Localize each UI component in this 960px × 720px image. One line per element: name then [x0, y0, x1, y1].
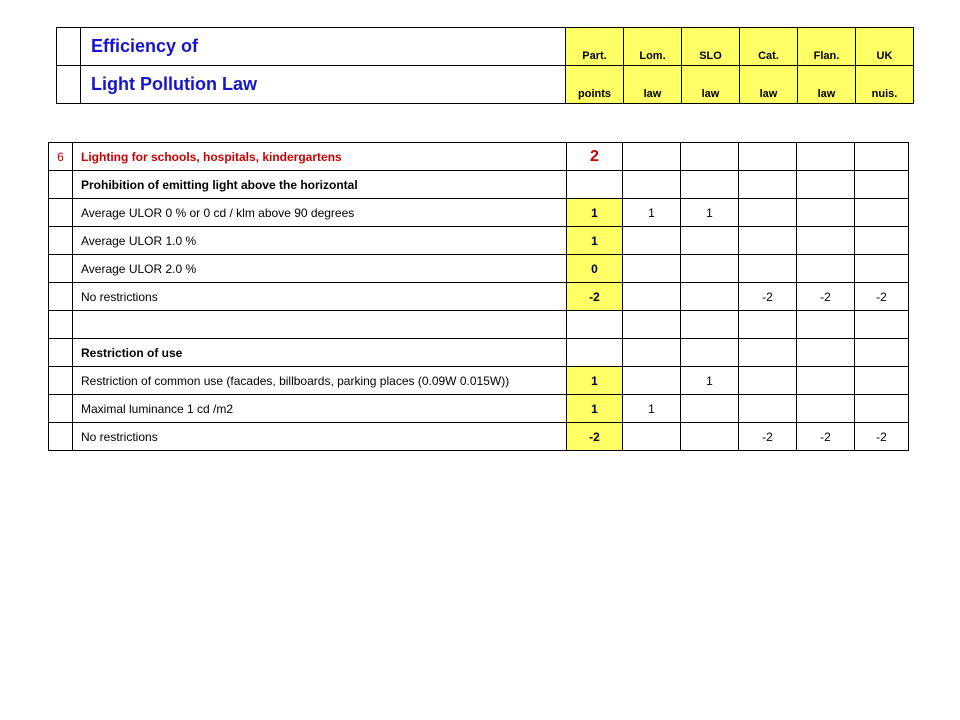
row-description: Lighting for schools, hospitals, kindergartens — [73, 143, 567, 171]
value-cell — [855, 227, 909, 255]
value-cell — [623, 143, 681, 171]
row-number — [49, 283, 73, 311]
table-row — [49, 367, 909, 395]
value-cell — [739, 255, 797, 283]
value-cell: -2 — [797, 423, 855, 451]
value-cell — [623, 227, 681, 255]
value-cell — [681, 255, 739, 283]
value-cell — [797, 395, 855, 423]
table-row — [49, 171, 909, 199]
table-row — [49, 283, 909, 311]
table-row — [49, 311, 909, 339]
value-cell — [681, 311, 739, 339]
table-row — [49, 339, 909, 367]
value-cell — [739, 367, 797, 395]
column-subheader: law — [798, 66, 856, 104]
value-cell — [797, 171, 855, 199]
table-row — [49, 423, 909, 451]
value-cell — [739, 143, 797, 171]
value-cell — [797, 199, 855, 227]
value-cell — [623, 423, 681, 451]
points-cell: -2 — [567, 423, 623, 451]
row-description — [73, 311, 567, 339]
value-cell — [681, 171, 739, 199]
value-cell — [855, 255, 909, 283]
value-cell — [797, 255, 855, 283]
points-cell — [567, 171, 623, 199]
points-cell: 0 — [567, 255, 623, 283]
value-cell — [739, 171, 797, 199]
value-cell — [855, 367, 909, 395]
column-header: Lom. — [624, 28, 682, 66]
points-cell: 2 — [567, 143, 623, 171]
value-cell — [623, 367, 681, 395]
value-cell — [623, 255, 681, 283]
value-cell: -2 — [855, 423, 909, 451]
value-cell — [739, 199, 797, 227]
title-line-1: Efficiency of — [81, 28, 566, 66]
column-header: Flan. — [798, 28, 856, 66]
points-cell — [567, 311, 623, 339]
row-number — [49, 255, 73, 283]
row-description: Restriction of use — [73, 339, 567, 367]
value-cell — [797, 311, 855, 339]
row-number — [49, 367, 73, 395]
column-subheader: law — [740, 66, 798, 104]
header-table — [56, 27, 914, 104]
points-cell: 1 — [567, 367, 623, 395]
row-description: Maximal luminance 1 cd /m2 — [73, 395, 567, 423]
points-cell: -2 — [567, 283, 623, 311]
row-description: Prohibition of emitting light above the horizontal — [73, 171, 567, 199]
value-cell — [855, 311, 909, 339]
column-header: Cat. — [740, 28, 798, 66]
row-number — [49, 339, 73, 367]
value-cell — [855, 143, 909, 171]
value-cell — [739, 311, 797, 339]
value-cell — [623, 339, 681, 367]
value-cell — [855, 171, 909, 199]
row-number: 6 — [49, 143, 73, 171]
value-cell — [681, 339, 739, 367]
value-cell — [681, 227, 739, 255]
value-cell: -2 — [739, 283, 797, 311]
row-description: Average ULOR 2.0 % — [73, 255, 567, 283]
row-number — [49, 171, 73, 199]
column-subheader: law — [682, 66, 740, 104]
row-number — [49, 227, 73, 255]
value-cell — [855, 199, 909, 227]
criteria-table — [48, 142, 909, 451]
table-row — [49, 143, 909, 171]
value-cell — [739, 339, 797, 367]
value-cell: 1 — [623, 199, 681, 227]
value-cell — [797, 367, 855, 395]
row-description: Average ULOR 1.0 % — [73, 227, 567, 255]
value-cell — [797, 339, 855, 367]
value-cell: -2 — [855, 283, 909, 311]
table-row — [49, 227, 909, 255]
value-cell: 1 — [623, 395, 681, 423]
table-row — [49, 395, 909, 423]
header-row-2 — [57, 66, 914, 104]
row-number — [49, 395, 73, 423]
header-blank-cell — [57, 28, 81, 66]
header-blank-cell — [57, 66, 81, 104]
value-cell — [623, 171, 681, 199]
points-cell: 1 — [567, 395, 623, 423]
value-cell — [797, 227, 855, 255]
column-subheader: nuis. — [856, 66, 914, 104]
row-description: Average ULOR 0 % or 0 cd / klm above 90 degrees — [73, 199, 567, 227]
row-number — [49, 311, 73, 339]
column-subheader: points — [566, 66, 624, 104]
value-cell — [623, 311, 681, 339]
row-number — [49, 199, 73, 227]
value-cell — [739, 227, 797, 255]
value-cell — [623, 283, 681, 311]
column-header: Part. — [566, 28, 624, 66]
column-header: SLO — [682, 28, 740, 66]
value-cell: -2 — [739, 423, 797, 451]
value-cell: -2 — [797, 283, 855, 311]
value-cell — [681, 283, 739, 311]
value-cell — [855, 395, 909, 423]
value-cell — [681, 423, 739, 451]
value-cell: 1 — [681, 367, 739, 395]
row-description: No restrictions — [73, 283, 567, 311]
column-header: UK — [856, 28, 914, 66]
header-row-1 — [57, 28, 914, 66]
row-description: No restrictions — [73, 423, 567, 451]
value-cell — [681, 143, 739, 171]
row-description: Restriction of common use (facades, billboards, parking places (0.09W 0.015W)) — [73, 367, 567, 395]
row-number — [49, 423, 73, 451]
table-row — [49, 255, 909, 283]
points-cell: 1 — [567, 199, 623, 227]
value-cell — [739, 395, 797, 423]
points-cell: 1 — [567, 227, 623, 255]
title-line-2: Light Pollution Law — [81, 66, 566, 104]
value-cell: 1 — [681, 199, 739, 227]
value-cell — [855, 339, 909, 367]
points-cell — [567, 339, 623, 367]
table-row — [49, 199, 909, 227]
value-cell — [681, 395, 739, 423]
value-cell — [797, 143, 855, 171]
column-subheader: law — [624, 66, 682, 104]
